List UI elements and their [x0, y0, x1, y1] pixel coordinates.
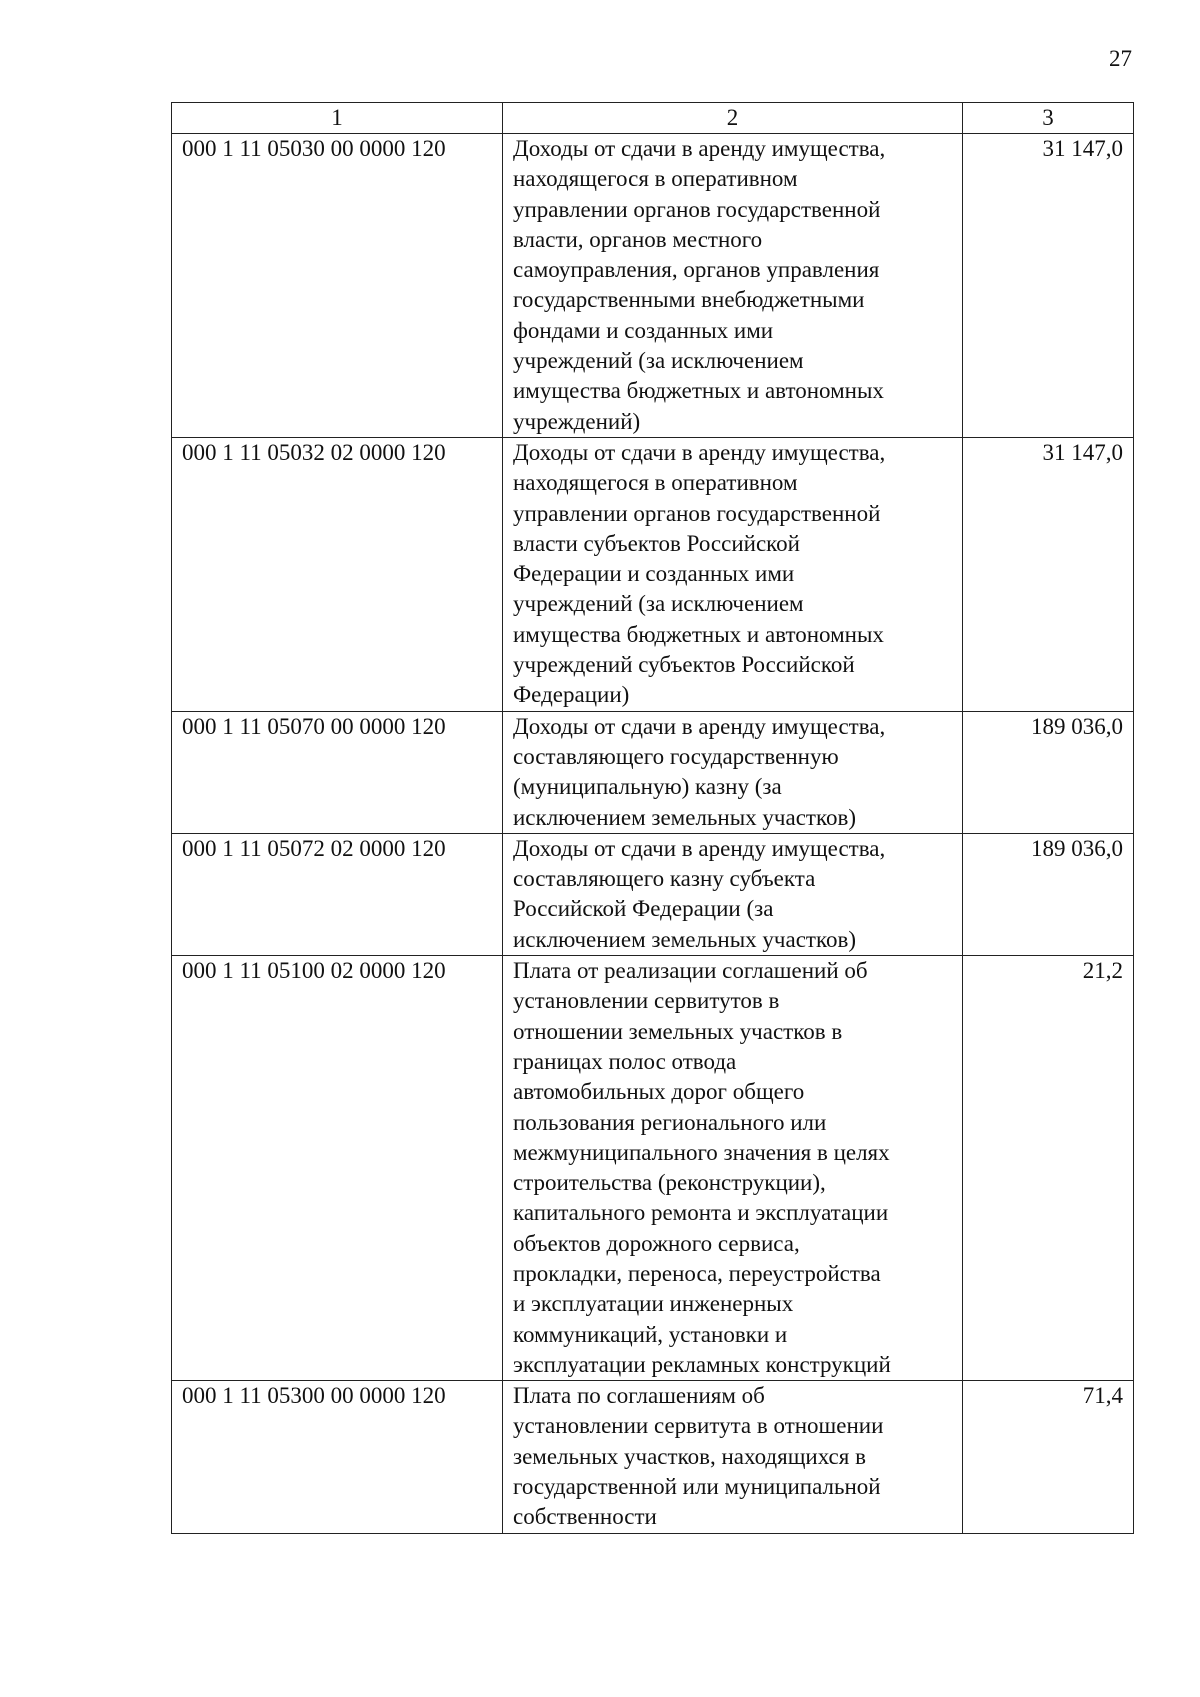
amount-cell: 31 147,0 — [963, 437, 1134, 711]
description-line: установлении сервитутов в — [513, 988, 780, 1014]
description-line: исключением земельных участков) — [513, 804, 856, 830]
budget-code-cell: 000 1 11 05070 00 0000 120 — [172, 711, 503, 833]
description-cell — [503, 437, 963, 711]
description-line: собственности — [513, 1504, 657, 1530]
table-row — [172, 711, 1134, 833]
description-line: пользования регионального или — [513, 1109, 827, 1135]
amount-cell: 189 036,0 — [963, 711, 1134, 833]
description-line: Федерации и созданных ими — [513, 561, 795, 587]
table-body — [172, 134, 1134, 1534]
description-line: строительства (реконструкции), — [513, 1170, 826, 1196]
column-header-code: 1 — [172, 103, 503, 134]
description-line: установлении сервитута в отношении — [513, 1413, 884, 1439]
table-header — [172, 103, 1134, 134]
description-line: Федерации) — [513, 682, 630, 708]
description-line: коммуникаций, установки и — [513, 1321, 788, 1347]
description-line: межмуниципального значения в целях — [513, 1139, 890, 1165]
description-line: Доходы от сдачи в аренду имущества, — [513, 713, 886, 739]
revenue-table — [171, 102, 1134, 1534]
table-row — [172, 1381, 1134, 1533]
header-row — [172, 103, 1134, 134]
description-line: учреждений (за исключением — [513, 591, 804, 617]
description-cell — [503, 1381, 963, 1533]
description-line: управлении органов государственной — [513, 196, 881, 222]
budget-code-cell: 000 1 11 05300 00 0000 120 — [172, 1381, 503, 1533]
description-line: имущества бюджетных и автономных — [513, 378, 884, 404]
description-line: Российской Федерации (за — [513, 896, 774, 922]
description-line: прокладки, переноса, переустройства — [513, 1260, 881, 1286]
table-row — [172, 833, 1134, 955]
description-line: государственной или муниципальной — [513, 1474, 881, 1500]
description-line: самоуправления, органов управления — [513, 257, 880, 283]
description-line: эксплуатации рекламных конструкций — [513, 1351, 891, 1377]
description-line: Плата по соглашениям об — [513, 1383, 765, 1409]
description-line: власти, органов местного — [513, 226, 763, 252]
description-line: отношении земельных участков в — [513, 1018, 843, 1044]
description-line: исключением земельных участков) — [513, 926, 856, 952]
table-row — [172, 437, 1134, 711]
table-row — [172, 134, 1134, 438]
description-line: Доходы от сдачи в аренду имущества, — [513, 439, 886, 465]
description-line: Доходы от сдачи в аренду имущества, — [513, 835, 886, 861]
amount-cell: 31 147,0 — [963, 134, 1134, 438]
description-line: фондами и созданных ими — [513, 317, 774, 343]
description-line: границах полос отвода — [513, 1048, 737, 1074]
description-line: автомобильных дорог общего — [513, 1079, 805, 1105]
description-cell — [503, 134, 963, 438]
column-header-name: 2 — [503, 103, 963, 134]
description-line: (муниципальную) казну (за — [513, 774, 782, 800]
description-cell — [503, 711, 963, 833]
description-line: объектов дорожного сервиса, — [513, 1230, 800, 1256]
description-line: Плата от реализации соглашений об — [513, 958, 868, 984]
description-line: составляющего казну субъекта — [513, 866, 816, 892]
description-line: земельных участков, находящихся в — [513, 1443, 866, 1469]
amount-cell: 189 036,0 — [963, 833, 1134, 955]
amount-cell: 21,2 — [963, 956, 1134, 1381]
page-number: 27 — [1109, 46, 1132, 71]
description-line: составляющего государственную — [513, 743, 839, 769]
description-cell — [503, 956, 963, 1381]
description-line: государственными внебюджетными — [513, 287, 865, 313]
description-line: находящегося в оперативном — [513, 166, 798, 192]
amount-cell: 71,4 — [963, 1381, 1134, 1533]
budget-code-cell: 000 1 11 05032 02 0000 120 — [172, 437, 503, 711]
description-line: власти субъектов Российской — [513, 530, 800, 556]
description-line: учреждений (за исключением — [513, 348, 804, 374]
description-line: находящегося в оперативном — [513, 470, 798, 496]
budget-code-cell: 000 1 11 05100 02 0000 120 — [172, 956, 503, 1381]
budget-code-cell: 000 1 11 05072 02 0000 120 — [172, 833, 503, 955]
description-line: Доходы от сдачи в аренду имущества, — [513, 136, 886, 161]
description-cell — [503, 833, 963, 955]
description-line: капитального ремонта и эксплуатации — [513, 1200, 889, 1226]
budget-code-cell: 000 1 11 05030 00 0000 120 — [172, 134, 503, 438]
description-line: имущества бюджетных и автономных — [513, 621, 884, 647]
column-header-amount: 3 — [963, 103, 1134, 134]
table-row — [172, 956, 1134, 1381]
description-line: и эксплуатации инженерных — [513, 1291, 794, 1317]
description-line: управлении органов государственной — [513, 500, 881, 526]
description-line: учреждений субъектов Российской — [513, 652, 855, 678]
description-line: учреждений) — [513, 408, 641, 434]
